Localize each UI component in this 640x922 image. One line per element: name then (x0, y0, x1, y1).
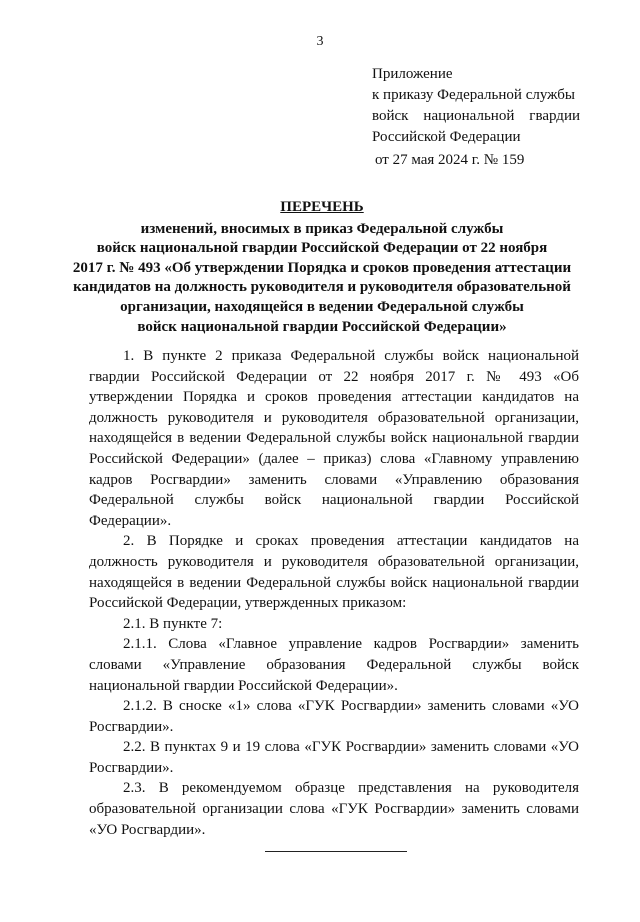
appendix-header (372, 64, 580, 171)
page-number: 3 (316, 34, 324, 49)
title-line: 2017 г. № 493 «Об утверждении Порядка и сроков проведения аттестации (72, 259, 572, 276)
paragraph: 1. В пункте 2 приказа Федеральной службы войск национальной гвардии Российской Федерации от 22 ноября 2017 г. № 493 «Об утверждении Порядка и сроков проведения аттестации кандидатов на должность руководителя и руководителя образовательной организации, находящейся в ведении Федеральной службы войск национальной гвардии Российской Федерации» (далее – приказ) слова «Главному управлению кадров Росгвардии» заменить словами «Управлению образования Федеральной службы войск национальной гвардии Российской Федерации». (89, 348, 579, 529)
appendix-line: к приказу Федеральной службы (372, 87, 576, 103)
paragraph: 2.1. В пункте 7: (123, 615, 223, 632)
title-line: кандидатов на должность руководителя и руководителя образовательной (73, 279, 571, 296)
paragraph: 2.1.1. Слова «Главное управление кадров Росгвардии» заменить словами «Управление образования Федеральной службы войск национальной гвардии Российской Федерации». (89, 636, 579, 694)
appendix-date: от 27 мая 2024 г. № 159 (375, 152, 525, 168)
title-line: войск национальной гвардии Российской Федерации» (137, 318, 507, 335)
title-line: войск национальной гвардии Российской Федерации от 22 ноября (96, 240, 548, 257)
title-heading: ПЕРЕЧЕНЬ (280, 199, 364, 215)
title-line: организации, находящейся в ведении Федеральной службы (120, 298, 524, 315)
document-title (60, 198, 584, 337)
end-divider-line (265, 851, 407, 852)
appendix-line: войск национальной гвардии (372, 108, 580, 124)
appendix-line: Приложение (372, 66, 453, 82)
document-body (89, 346, 579, 840)
paragraph: 2.2. В пунктах 9 и 19 слова «ГУК Росгвардии» заменить словами «УО Росгвардии». (89, 739, 579, 776)
paragraph: 2.1.2. В сноске «1» слова «ГУК Росгвардии» заменить словами «УО Росгвардии». (89, 698, 579, 735)
appendix-line: Российской Федерации (372, 129, 521, 145)
title-line: изменений, вносимых в приказ Федеральной службы (140, 220, 504, 237)
paragraph: 2.3. В рекомендуемом образце представления на руководителя образовательной организации слова «ГУК Росгвардии» заменить словами «УО Росгвардии». (89, 780, 579, 838)
paragraph: 2. В Порядке и сроках проведения аттестации кандидатов на должность руководителя и руководителя образовательной организации, находящейся в ведении Федеральной службы войск национальной гвардии Российской Федерации, утвержденных приказом: (89, 533, 579, 612)
